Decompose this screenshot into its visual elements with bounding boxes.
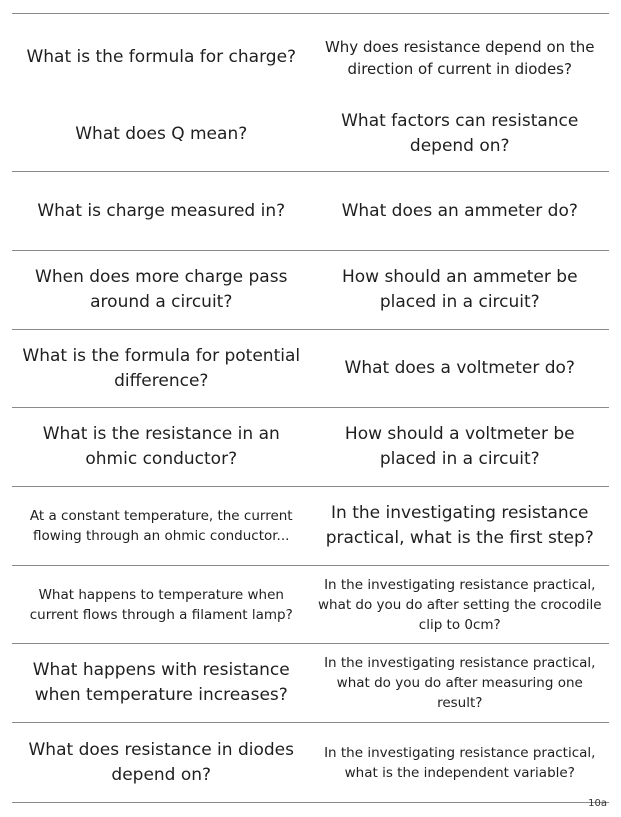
card-row-9 (12, 723, 609, 803)
card-question: What is charge measured in? (37, 200, 286, 221)
page-number: 10a (588, 798, 607, 809)
card-question: What does Q mean? (75, 123, 248, 144)
card-row-7 (12, 566, 609, 644)
card-question: How should an ammeter be placed in a circuit? (341, 267, 578, 312)
card-question: What is the resistance in an ohmic conductor? (42, 424, 280, 469)
card-question: In the investigating resistance practical, what do you do after setting the crocodile clip to 0cm? (317, 576, 602, 633)
card-row-4 (12, 330, 609, 408)
flashcard-sheet (12, 13, 609, 803)
card-question: At a constant temperature, the current flowing through an ohmic conductor... (29, 508, 293, 544)
card-row-2 (12, 172, 609, 251)
card-question: What does an ammeter do? (341, 200, 578, 221)
card-row-3 (12, 251, 609, 330)
card-question: In the investigating resistance practical, what is the first step? (325, 503, 594, 548)
card-question: Why does resistance depend on the direction of current in diodes? (324, 37, 595, 78)
card-question: What factors can resistance depend on? (341, 111, 579, 157)
card-question: What happens with resistance when temperature increases? (32, 660, 290, 705)
card-question: What does resistance in diodes depend on? (28, 739, 294, 785)
card-question: In the investigating resistance practical, what do you do after measuring one result? (324, 655, 596, 711)
card-question: When does more charge pass around a circuit? (35, 267, 288, 312)
card-question: What does a voltmeter do? (344, 358, 575, 378)
card-question: How should a voltmeter be placed in a circuit? (344, 424, 575, 469)
card-row-6 (12, 487, 609, 566)
card-question: In the investigating resistance practical, what is the independent variable? (324, 744, 596, 781)
card-row-8 (12, 644, 609, 723)
card-question: What happens to temperature when current flows through a filament lamp? (29, 586, 293, 623)
card-question: What is the formula for potential difference? (22, 345, 301, 391)
card-row-5 (12, 408, 609, 487)
card-row-1 (12, 14, 609, 172)
card-question: What is the formula for charge? (26, 47, 297, 68)
